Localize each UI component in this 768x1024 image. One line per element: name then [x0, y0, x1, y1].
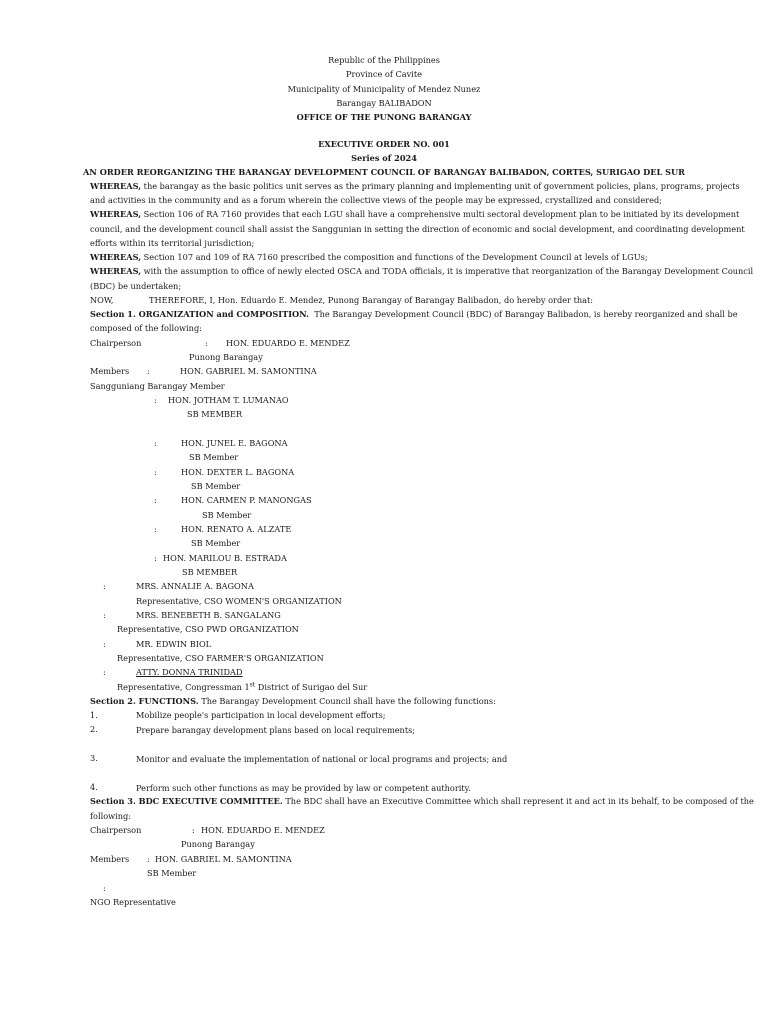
chairperson-title: Punong Barangay — [189, 352, 263, 362]
member-title: Representative, CSO WOMEN'S ORGANIZATION — [136, 596, 342, 606]
member-title: SB Member — [202, 510, 252, 520]
member-colon: : — [154, 524, 157, 534]
chairperson-label: Chairperson — [90, 338, 142, 348]
member-title: Representative, CSO PWD ORGANIZATION — [117, 624, 299, 634]
member-colon: : — [103, 639, 106, 649]
function-number: 1. — [90, 710, 98, 720]
header-office: OFFICE OF THE PUNONG BARANGAY — [296, 112, 472, 122]
member-colon: : — [154, 467, 157, 477]
member-colon: : — [103, 610, 106, 620]
member-name: MR. EDWIN BIOL — [136, 639, 212, 649]
function-text: Monitor and evaluate the implementation of national or local programs and projects; and — [136, 754, 508, 764]
member-colon: : — [154, 395, 157, 405]
section-3-line-2: following: — [90, 811, 132, 821]
member-name: ATTY. DONNA TRINIDAD — [136, 667, 243, 677]
function-number: 2. — [90, 724, 98, 734]
member-title: Representative, Congressman 1st District of Surigao del Sur — [117, 681, 368, 692]
member-colon: : — [103, 667, 106, 677]
members-colon: : — [147, 366, 150, 376]
member-colon: : — [154, 438, 157, 448]
member-name: MRS. BENEBETH B. SANGALANG — [136, 610, 281, 620]
whereas-4-line-1: WHEREAS, with the assumption to office of newly elected OSCA and TODA officials, it is imperative that reorganization of the Barangay Development Council — [90, 266, 754, 276]
header-republic: Republic of the Philippines — [328, 55, 440, 65]
members-name: HON. GABRIEL M. SAMONTINA — [180, 366, 317, 376]
ngo-representative-label: NGO Representative — [90, 897, 176, 907]
header-barangay: Barangay BALIBADON — [336, 98, 432, 108]
excom-chairperson-title: Punong Barangay — [181, 839, 255, 849]
function-number: 3. — [90, 753, 98, 763]
chairperson-name: HON. EDUARDO E. MENDEZ — [226, 338, 350, 348]
function-text: Mobilize people's participation in local development efforts; — [136, 710, 386, 720]
member-colon: : — [154, 553, 157, 563]
excom-chairperson-label: Chairperson — [90, 825, 142, 835]
section-2-line-1: Section 2. FUNCTIONS. The Barangay Development Council shall have the following functions: — [90, 696, 496, 706]
order-heading: AN ORDER REORGANIZING THE BARANGAY DEVELOPMENT COUNCIL OF BARANGAY BALIBADON, CORTES, SURIGAO DEL SUR — [83, 167, 685, 177]
excom-chairperson-colon: : — [192, 825, 195, 835]
member-colon: : — [154, 495, 157, 505]
whereas-2-line-1: WHEREAS, Section 106 of RA 7160 provides that each LGU shall have a comprehensive multi sectoral development plan to be initiated by its development — [90, 209, 740, 219]
member-title: SB Member — [189, 452, 239, 462]
whereas-1-line-1: WHEREAS, the barangay as the basic politics unit serves as the primary planning and implementing unit of government policies, plans, programs, projects — [90, 181, 740, 191]
chairperson-colon: : — [205, 338, 208, 348]
member-name: HON. JOTHAM T. LUMANAO — [168, 395, 289, 405]
function-text: Prepare barangay development plans based on local requirements; — [136, 725, 416, 735]
member-name: MRS. ANNALIE A. BAGONA — [136, 581, 254, 591]
header-province: Province of Cavite — [346, 69, 422, 79]
section-3-line-1: Section 3. BDC EXECUTIVE COMMITTEE. The BDC shall have an Executive Committee which shall represent it and act in its behalf, to be composed of the — [90, 796, 754, 806]
excom-blank-colon: : — [103, 883, 106, 893]
member-title: SB MEMBER — [187, 409, 243, 419]
member-name: HON. CARMEN P. MANONGAS — [181, 495, 312, 505]
members-title: Sangguniang Barangay Member — [90, 381, 225, 391]
section-1-line-1: Section 1. ORGANIZATION and COMPOSITION. The Barangay Development Council (BDC) of Barangay Balibadon, is hereby reorganized and shall be — [90, 309, 738, 319]
member-title: SB Member — [191, 538, 241, 548]
excom-chairperson-name: HON. EDUARDO E. MENDEZ — [201, 825, 325, 835]
member-title: SB MEMBER — [182, 567, 238, 577]
now-therefore-text: THEREFORE, I, Hon. Eduardo E. Mendez, Punong Barangay of Barangay Balibadon, do hereby order that: — [149, 295, 594, 305]
member-colon: : — [103, 581, 106, 591]
whereas-2-line-2: council, and the development council shall assist the Sanggunian in setting the direction of economic and social development, and coordinating development — [90, 224, 745, 234]
member-name: HON. DEXTER L. BAGONA — [181, 467, 295, 477]
excom-members-colon: : — [147, 854, 150, 864]
excom-members-name: HON. GABRIEL M. SAMONTINA — [155, 854, 292, 864]
order-series: Series of 2024 — [351, 153, 417, 163]
function-number: 4. — [90, 782, 98, 792]
excom-members-label: Members — [90, 854, 130, 864]
whereas-1-line-2: and activities in the community and as a forum wherein the collective views of the people may be expressed, crystallized and considered; — [90, 195, 662, 205]
members-label: Members — [90, 366, 130, 376]
section-1-line-2: composed of the following: — [90, 323, 202, 333]
function-text: Perform such other functions as may be provided by law or competent authority. — [136, 783, 471, 793]
excom-members-title: SB Member — [147, 868, 197, 878]
whereas-4-line-2: (BDC) be undertaken; — [90, 281, 182, 291]
member-title: SB Member — [191, 481, 241, 491]
order-number: EXECUTIVE ORDER NO. 001 — [318, 139, 450, 149]
member-name: HON. JUNEL E. BAGONA — [181, 438, 288, 448]
member-name: HON. RENATO A. ALZATE — [181, 524, 292, 534]
whereas-3-line-1: WHEREAS, Section 107 and 109 of RA 7160 prescribed the composition and functions of the Development Council at levels of LGUs; — [90, 252, 648, 262]
member-title: Representative, CSO FARMER'S ORGANIZATION — [117, 653, 324, 663]
whereas-2-line-3: efforts within its territorial jurisdiction; — [90, 238, 255, 248]
header-municipality: Municipality of Municipality of Mendez Nunez — [287, 84, 481, 94]
now-word: NOW, — [90, 295, 114, 305]
member-name: HON. MARILOU B. ESTRADA — [163, 553, 287, 563]
